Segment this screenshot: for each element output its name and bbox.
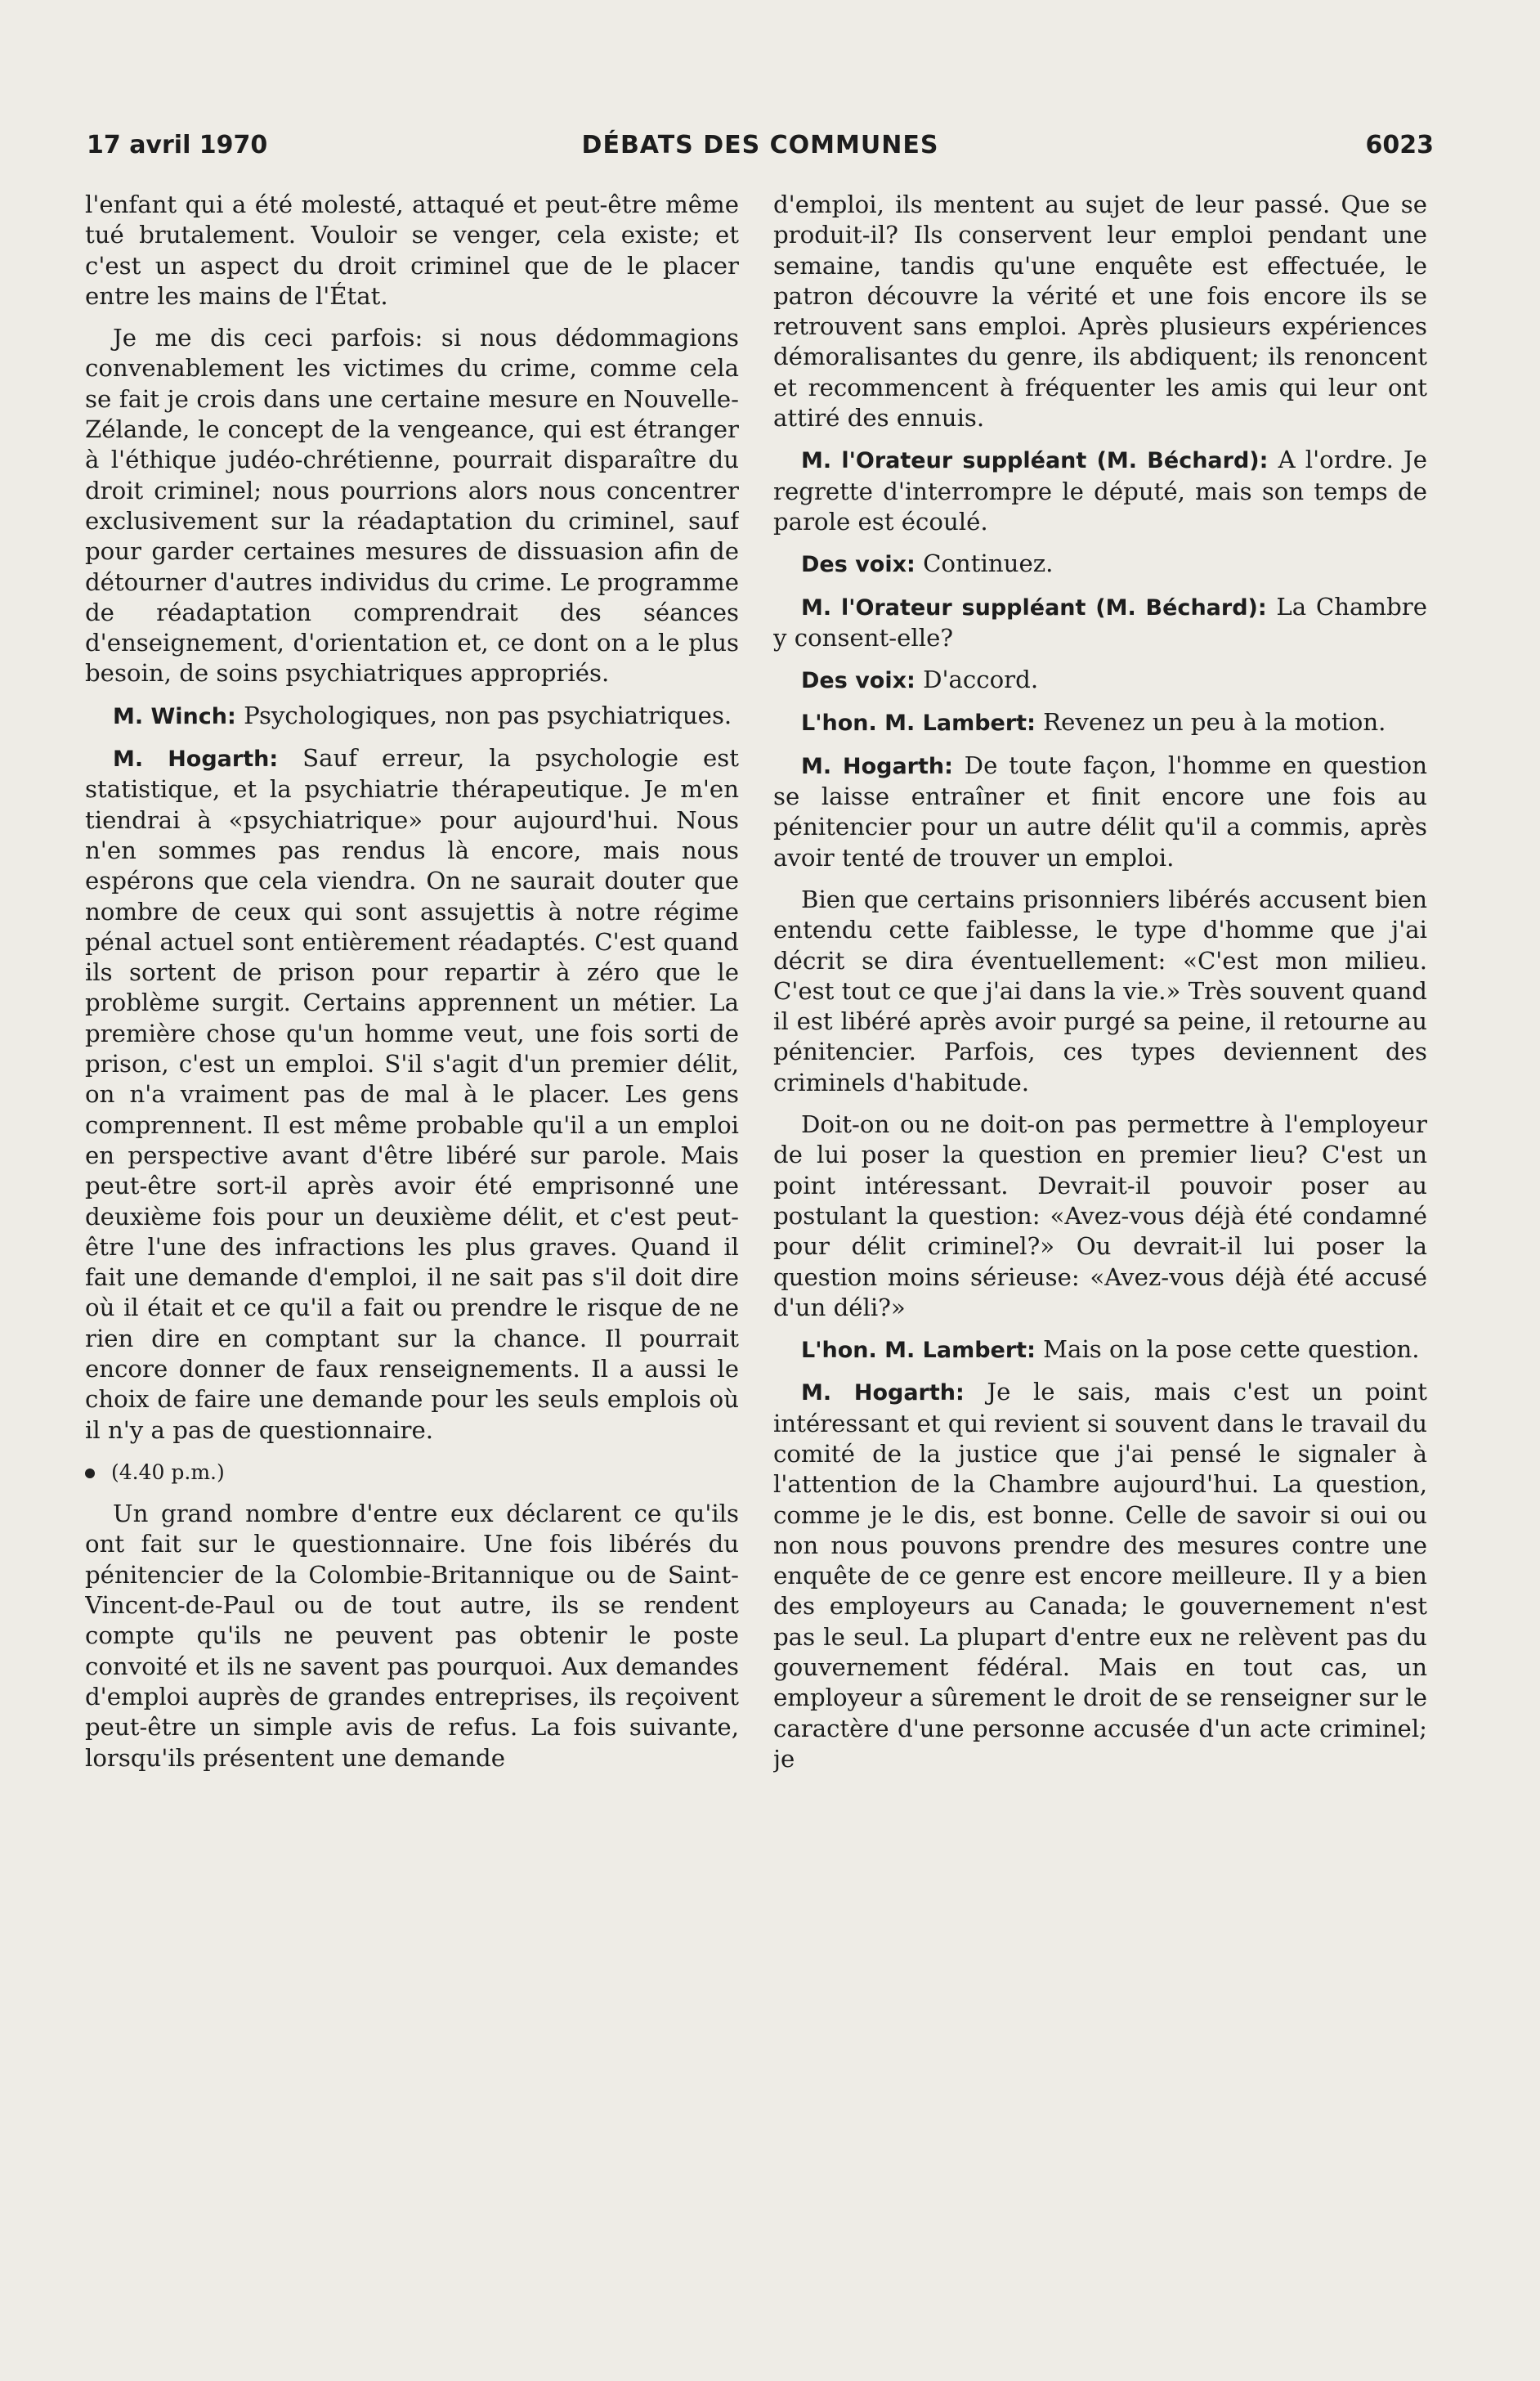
header-date: 17 avril 1970	[87, 131, 268, 159]
paragraph-continued: l'enfant qui a été molesté, attaqué et peut-être même tué brutalement. Vouloir se venger, cela existe; et c'est un aspect du droit criminel que de le placer entre les mains de l'État.	[85, 191, 739, 310]
speech-text: Je le sais, mais c'est un point intéressant et qui revient si souvent dans le travail du comité de la justice que j'ai pensé le signaler à l'attention de la Chambre aujourd'hui. La question, comme je le dis, est bonne. Celle de savoir si oui ou non nous pouvons prendre des mesures contre une enquête de ce genre est encore meilleure. Il y a bien des employeurs au Canada; le gouvernement n'est pas le seul. La plupart d'entre eux ne relèvent pas du gouvernement fédéral. Mais en tout cas, un employeur a sûrement le droit de se renseigner sur le caractère d'une personne accusée d'un acte criminel; je	[773, 1378, 1427, 1773]
timestamp	[85, 1457, 739, 1487]
speaker-name: M. Hogarth:	[801, 1380, 965, 1406]
speech-paragraph	[85, 743, 739, 1446]
speech-paragraph	[773, 707, 1427, 738]
bullet-icon	[85, 1469, 95, 1478]
paragraph: Bien que certains prisonniers libérés accusent bien entendu cette faiblesse, le type d'homme que j'ai décrit se dira éventuellement: «C'est mon milieu. C'est tout ce que j'ai dans la vie.» Très souvent quand il est libéré après avoir purgé sa peine, il retourne au pénitencier. Parfois, ces types deviennent des criminels d'habitude.	[773, 885, 1427, 1096]
speech-paragraph	[773, 665, 1427, 696]
speech-paragraph	[773, 1334, 1427, 1365]
speaker-name: M. Winch:	[113, 703, 236, 729]
header-title: DÉBATS DES COMMUNES	[581, 131, 939, 159]
speech-text: Mais on la pose cette question.	[1035, 1335, 1420, 1364]
left-column	[85, 190, 739, 2201]
speech-text: La Chambre y consent-elle?	[773, 592, 1427, 652]
speech-paragraph	[773, 549, 1427, 580]
speech-paragraph	[773, 1377, 1427, 1774]
speech-text: Sauf erreur, la psychologie est statistique, et la psychiatrie thérapeutique. Je m'en tiendrai à «psychiatrique» pour aujourd'hui. Nous n'en sommes pas rendus là encore, mais nous espérons que cela viendra. On ne saurait douter que nombre de ceux qui sont assujettis à notre régime pénal actuel sont entièrement réadaptés. C'est quand ils sortent de prison pour repartir à zéro que le problème surgit. Certains apprennent un métier. La première chose qu'un homme veut, une fois sorti de prison, c'est un emploi. S'il s'agit d'un premier délit, on n'a vraiment pas de mal à le placer. Les gens comprennent. Il est même probable qu'il a un emploi en perspective avant d'être libéré sur parole. Mais peut-être sort-il après avoir été emprisonné une deuxième fois pour un deuxième délit, et c'est peut-être l'une des infractions les plus graves. Quand il fait une demande d'emploi, il ne sait pas s'il doit dire où il était et ce qu'il a fait ou prendre le risque de ne rien dire en comptant sur la chance. Il pourrait encore donner de faux renseignements. Il a aussi le choix de faire une demande pour les seuls emplois où il n'y a pas de questionnaire.	[85, 744, 739, 1444]
timestamp-text: (4.40 p.m.)	[111, 1460, 225, 1484]
speech-paragraph	[773, 592, 1427, 654]
paragraph: Un grand nombre d'entre eux déclarent ce qu'ils ont fait sur le questionnaire. Une fois libérés du pénitencier de la Colombie-Britannique ou de Saint-Vincent-de-Paul ou de tout autre, ils se rendent compte qu'ils ne peuvent pas obtenir le poste convoité et ils ne savent pas pourquoi. Aux demandes d'emploi auprès de grandes entreprises, ils reçoivent peut-être un simple avis de refus. La fois suivante, lorsqu'ils présentent une demande	[85, 1500, 739, 1772]
speaker-name: M. l'Orateur suppléant (M. Béchard):	[801, 594, 1267, 621]
speech-paragraph	[773, 445, 1427, 537]
speaker-name: L'hon. M. Lambert:	[801, 711, 1036, 737]
running-head	[87, 131, 1434, 168]
speech-paragraph	[773, 751, 1427, 873]
speech-paragraph	[85, 701, 739, 732]
speech-text: Continuez.	[915, 549, 1054, 578]
speaker-name: M. Hogarth:	[801, 753, 953, 779]
speech-text: A l'ordre. Je regrette d'interrompre le député, mais son temps de parole est écoulé.	[773, 446, 1427, 536]
speaker-name: M. Hogarth:	[113, 747, 279, 773]
right-column	[773, 190, 1427, 2201]
speaker-name: Des voix:	[801, 668, 915, 694]
speaker-name: Des voix:	[801, 552, 915, 578]
speech-text: Revenez un peu à la motion.	[1035, 708, 1386, 737]
speech-text: Psychologiques, non pas psychiatriques.	[235, 701, 732, 729]
speech-text: De toute façon, l'homme en question se laisse entraîner et finit encore une fois au pénitencier pour un autre délit qu'il a commis, après avoir tenté de trouver un emploi.	[773, 751, 1427, 872]
paragraph-continued: d'emploi, ils mentent au sujet de leur passé. Que se produit-il? Ils conservent leur emploi pendant une semaine, tandis qu'une enquête est effectuée, le patron découvre la vérité et une fois encore ils se retrouvent sans emploi. Après plusieurs expériences démoralisantes du genre, ils abdiquent; ils renoncent et recommencent à fréquenter les amis qui leur ont attiré des ennuis.	[773, 191, 1427, 433]
paragraph: Doit-on ou ne doit-on pas permettre à l'employeur de lui poser la question en premier lieu? C'est un point intéressant. Devrait-il pouvoir poser au postulant la question: «Avez-vous déjà été condamné pour délit criminel?» Ou devrait-il lui poser la question moins sérieuse: «Avez-vous déjà été accusé d'un déli?»	[773, 1110, 1427, 1321]
speaker-name: L'hon. M. Lambert:	[801, 1338, 1036, 1364]
speaker-name: M. l'Orateur suppléant (M. Béchard):	[801, 448, 1269, 474]
paragraph: Je me dis ceci parfois: si nous dédommagions convenablement les victimes du crime, comme cela se fait je crois dans une certaine mesure en Nouvelle-Zélande, le concept de la vengeance, qui est étranger à l'éthique judéo-chrétienne, pourrait disparaître du droit criminel; nous pourrions alors nous concentrer exclusivement sur la réadaptation du criminel, sauf pour garder certaines mesures de dissuasion afin de détourner d'autres individus du crime. Le programme de réadaptation comprendrait des séances d'enseignement, d'orientation et, ce dont on a le plus besoin, de soins psychiatriques appropriés.	[85, 324, 739, 688]
speech-text: D'accord.	[915, 666, 1039, 694]
page-number: 6023	[1365, 131, 1434, 159]
